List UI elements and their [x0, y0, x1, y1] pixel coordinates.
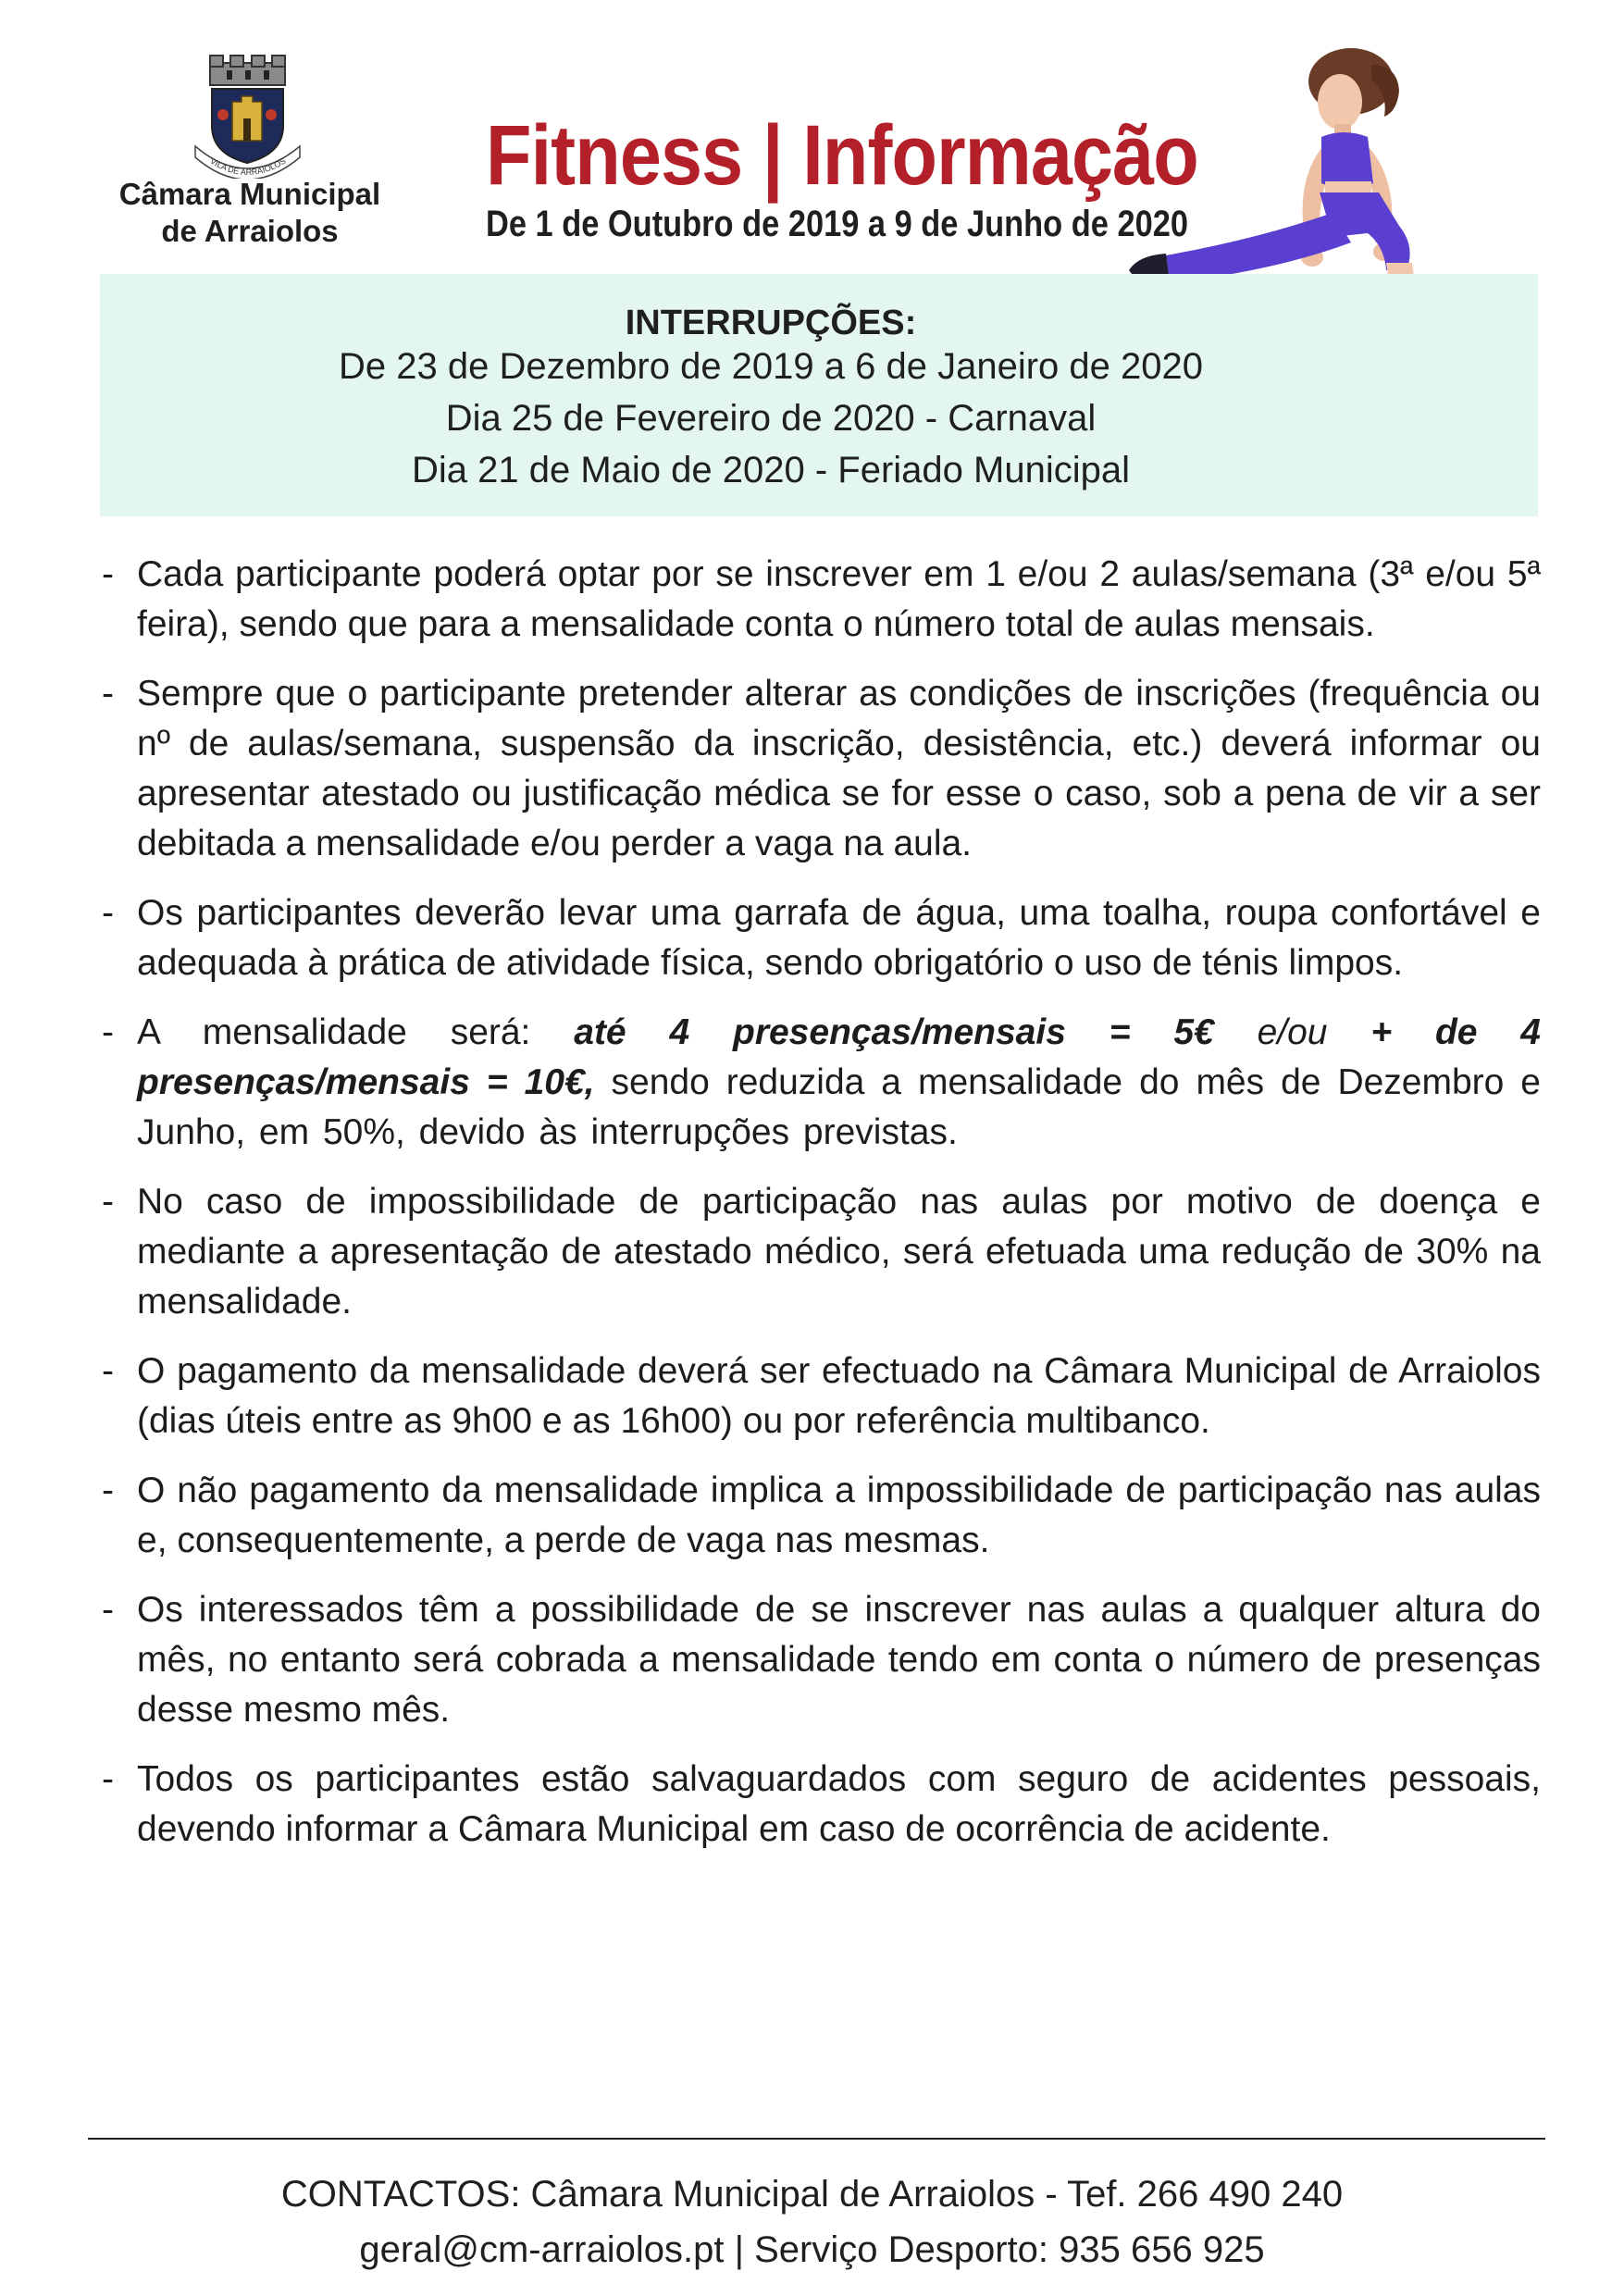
list-dash: -	[102, 1590, 114, 1630]
list-dash: -	[102, 1351, 114, 1391]
rule-text-fee-reduction: sendo reduzida a mensalidade do mês de Dezembro e Junho, em 50%, devido às interrupções previstas.	[137, 1062, 1542, 1152]
rule-item-payment	[102, 1347, 1541, 1446]
org-line-1: Câmara Municipal	[118, 177, 381, 211]
rule-text: Os interessados têm a possibilidade de se inscrever nas aulas a qualquer altura do mês, no entanto será cobrada a mensalidade tendo em conta o número de presenças desse mesmo mês.	[137, 1590, 1541, 1730]
org-line-2: de Arraiolos	[161, 214, 339, 248]
rule-item-insurance	[102, 1755, 1541, 1855]
list-dash: -	[102, 1182, 114, 1222]
rule-item-changes	[102, 669, 1541, 869]
list-dash: -	[102, 1012, 114, 1052]
footer-divider	[88, 2138, 1545, 2140]
rule-text: Cada participante poderá optar por se inscrever em 1 e/ou 2 aulas/semana (3ª e/ou 5ª feira), sendo que para a mensalidade conta o número total de aulas mensais.	[137, 554, 1541, 644]
list-dash: -	[102, 554, 114, 594]
crest-ribbon-text: VILA DE ARRAIOLOS	[208, 155, 288, 178]
rule-item-equipment	[102, 888, 1541, 988]
footer-email-line: geral@cm-arraiolos.pt | Serviço Desporto: 935 656 925	[359, 2229, 1265, 2270]
rule-item-fees	[102, 1008, 1541, 1158]
list-dash: -	[102, 893, 114, 933]
rule-item-enrollment	[102, 550, 1541, 650]
rule-text: No caso de impossibilidade de participação nas aulas por motivo de doença e mediante a apresentação de atestado médico, será efetuada uma redução de 30% na mensalidade.	[137, 1182, 1541, 1322]
rule-item-nonpayment	[102, 1466, 1541, 1566]
fee-tier-1: até 4 presenças/mensais = 5€	[574, 1012, 1214, 1052]
rule-text: O pagamento da mensalidade deverá ser efectuado na Câmara Municipal de Arraiolos (dias úteis entre as 9h00 e as 16h00) ou por referência multibanco.	[137, 1351, 1541, 1441]
municipal-crest-icon	[190, 54, 305, 179]
list-dash: -	[102, 1471, 114, 1510]
list-dash: -	[102, 674, 114, 714]
footer-contacts-line: CONTACTOS: Câmara Municipal de Arraiolos - Tef. 266 490 240	[280, 2174, 1344, 2215]
rules-list	[102, 550, 1541, 1874]
page-title: Fitness | Informação	[486, 108, 1198, 203]
fee-tier-2: + de 4 presenças/mensais = 10€,	[137, 1012, 1541, 1102]
rule-text: O não pagamento da mensalidade implica a impossibilidade de participação nas aulas e, consequentemente, a perde de vaga nas mesmas.	[137, 1471, 1541, 1560]
date-range-subtitle: De 1 de Outubro de 2019 a 9 de Junho de 2020	[486, 204, 1188, 244]
rule-item-late-enrollment	[102, 1585, 1541, 1735]
interruption-line-1: De 23 de Dezembro de 2019 a 6 de Janeiro de 2020	[338, 346, 1203, 387]
interruption-line-2: Dia 25 de Fevereiro de 2020 - Carnaval	[445, 398, 1097, 439]
rule-item-illness	[102, 1177, 1541, 1327]
interruptions-title: INTERRUPÇÕES:	[625, 304, 917, 342]
rule-text: Todos os participantes estão salvaguardados com seguro de acidentes pessoais, devendo informar a Câmara Municipal em caso de ocorrência de acidente.	[137, 1759, 1541, 1849]
interruption-line-3: Dia 21 de Maio de 2020 - Feriado Municipal	[412, 450, 1130, 490]
fee-connector: e/ou	[1213, 1012, 1371, 1052]
rule-text: Os participantes deverão levar uma garrafa de água, uma toalha, roupa confortável e adequada à prática de atividade física, sendo obrigatório o uso de ténis limpos.	[137, 893, 1541, 983]
organization-name	[93, 176, 407, 250]
rule-text: Sempre que o participante pretender alterar as condições de inscrições (frequência ou nº de aulas/semana, suspensão da inscrição, desistência, etc.) deverá informar ou apresentar atestado ou justificação médica se for esse o caso, sob a pena de vir a ser debitada a mensalidade e/ou perder a vaga na aula.	[137, 674, 1541, 863]
list-dash: -	[102, 1759, 114, 1799]
rule-text-fee-intro: A mensalidade será:	[137, 1012, 575, 1052]
